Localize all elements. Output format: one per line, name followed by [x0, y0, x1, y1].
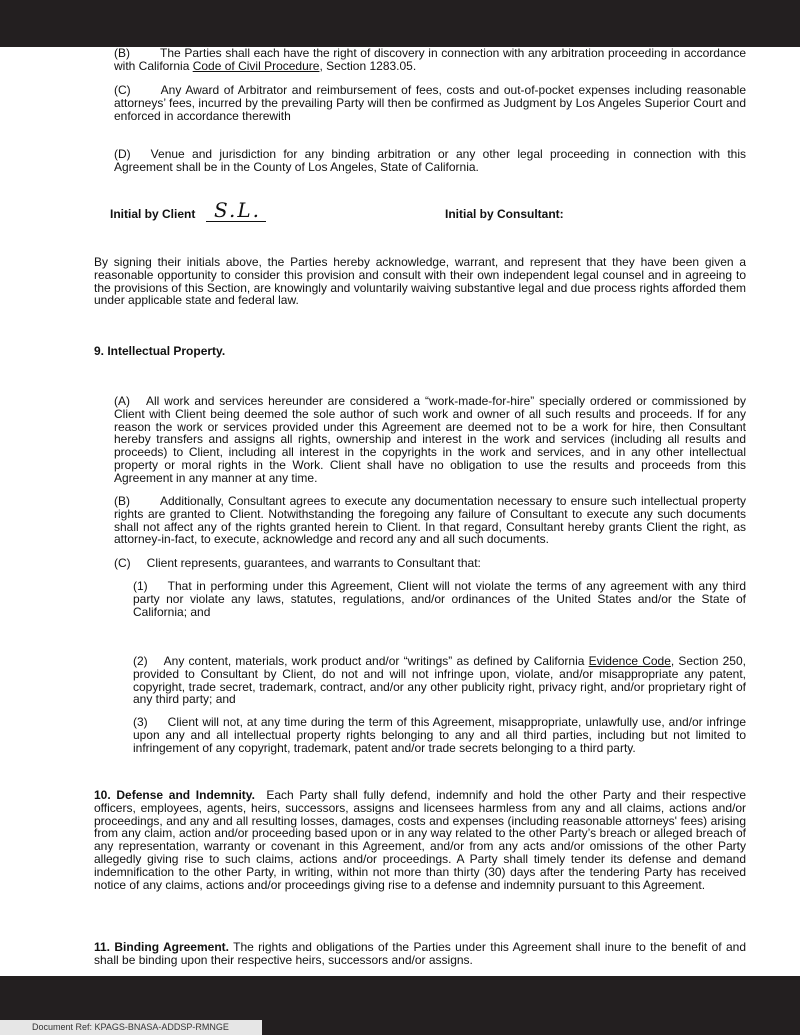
section-9-heading	[94, 345, 746, 358]
section-9c-2-text-b: , Section 250, provided to Consultant by Client, do not and will not infringe upon, violate, and/or misappropriate any patent, copyright, trade secret, trademark, contract, and/or any other publicity right, privacy right, and/or proprietary right of any third party; and	[133, 654, 746, 707]
section-11-text: The rights and obligations of the Parties under this Agreement shall inure to the benefit of and shall be binding upon their respective heirs, successors and/or assigns.	[94, 940, 746, 967]
paragraph-c-label: (C)	[114, 83, 131, 97]
initial-by-consultant-label: Initial by Consultant:	[445, 207, 564, 221]
section-11-title: 11. Binding Agreement.	[94, 940, 229, 954]
section-9c-3-text: Client will not, at any time during the term of this Agreement, misappropriate, unlawfully use, and/or infringe upon any and all intellectual property rights belonging to any and all third parties, including but not limited to infringement of any copyright, trademark, patent and/or trade secrets belonging to a third party.	[133, 715, 746, 755]
section-9c-3-label: (3)	[133, 715, 148, 729]
section-9c-1-label: (1)	[133, 579, 148, 593]
paragraph-d-label: (D)	[114, 147, 131, 161]
client-initials-signature	[206, 200, 266, 222]
paragraph-b	[114, 47, 746, 73]
section-9b-label: (B)	[114, 494, 130, 508]
code-civil-procedure: Code of Civil Procedure	[192, 58, 320, 73]
section-9c	[114, 557, 746, 570]
section-9a-label: (A)	[114, 394, 130, 408]
section-11	[94, 941, 746, 967]
section-9c-label: (C)	[114, 556, 131, 570]
paragraph-b-text-a: The Parties shall each have the right of discovery in connection with any arbitration proceeding in accordance with California	[114, 46, 746, 73]
section-9b-text: Additionally, Consultant agrees to execute any documentation necessary to ensure such intellectual property rights are granted to Client. Notwithstanding the foregoing any failure of Consultant to execute any such documents shall not affect any of the rights granted herein to Client. In that regard, Consultant hereby grants Client the right, as attorney-in-fact, to execute, acknowledge and record any and all such documents.	[114, 494, 746, 547]
section-9c-2-text-a: Any content, materials, work product and/or “writings” as defined by California	[163, 654, 589, 668]
section-10	[94, 789, 746, 891]
client-initials-text: S.L.	[214, 198, 261, 222]
section-9c-2-label: (2)	[133, 654, 148, 668]
paragraph-c-text: Any Award of Arbitrator and reimbursement of fees, costs and out-of-pocket expenses including reasonable attorneys’ fees, incurred by the prevailing Party will then be confirmed as Judgment by Los Angeles Superior Court and enforced in accordance therewith	[114, 83, 746, 123]
paragraph-c	[114, 84, 746, 122]
paragraph-d-text: Venue and jurisdiction for any binding arbitration or any other legal proceeding in connection with this Agreement shall be in the County of Los Angeles, State of California.	[114, 147, 746, 174]
initial-by-client-label: Initial by Client	[110, 207, 196, 221]
paragraph-b-label: (B)	[114, 46, 130, 60]
paragraph-b-text-b: , Section 1283.05.	[319, 58, 417, 73]
section-9-title: 9. Intellectual Property.	[94, 344, 226, 358]
section-10-text: Each Party shall fully defend, indemnify and hold the other Party and their respective officers, employees, agents, heirs, successors, assigns and licensees harmless from any and all claims, actions and/or proceedings, and any and all resulting losses, damages, costs and expenses (including reasonable attorneys' fees) arising from any claim, action and/or proceeding based upon or in any way related to the other Party’s breach or alleged breach of any representation, warranty or covenant in this Agreement, and/or from any acts and/or omissions of the other Party allegedly giving rise to such claims, actions and/or proceedings. A Party shall timely tender its defense and demand indemnification to the other Party, in writing, within not more than thirty (30) days after the tendering Party has received notice of any claims, actions and/or proceedings giving rise to a defense and indemnity pursuant to this Agreement.	[94, 788, 747, 892]
acknowledgement-paragraph: By signing their initials above, the Parties hereby acknowledge, warrant, and represent that they have been given a reasonable opportunity to consider this provision and consult with their own independent legal counsel and in agreeing to the provisions of this Section, are knowingly and voluntarily waiving substantive legal and due process rights afforded them under applicable state and federal law.	[94, 255, 746, 308]
section-9c-1-text: That in performing under this Agreement, Client will not violate the terms of any agreement with any third party nor violate any laws, statutes, regulations, and/or ordinances of the United States and/or the State of California; and	[133, 579, 746, 619]
section-10-title: 10. Defense and Indemnity.	[94, 788, 255, 802]
section-9c-3	[133, 716, 746, 754]
evidence-code: Evidence Code	[588, 654, 671, 668]
section-9a	[114, 395, 746, 485]
section-9c-1	[133, 580, 746, 618]
section-9b	[114, 495, 746, 546]
document-ref: Document Ref: KPAGS-BNASA-ADDSP-RMNGE	[0, 1020, 262, 1035]
paragraph-d	[114, 148, 746, 174]
section-9c-text: Client represents, guarantees, and warrants to Consultant that:	[146, 556, 481, 570]
section-9c-2	[133, 655, 746, 706]
section-9a-text: All work and services hereunder are considered a “work-made-for-hire” specially ordered or commissioned by Client with Client being deemed the sole author of such work and owner of all such results and proceeds. If for any reason the work or services provided under this Agreement are deemed not to be a work for hire, then Consultant hereby transfers and assigns all rights, ownership and interest in the work and services (including all results and proceeds) to Client, including all interest in the copyrights in the work and services, and in any other intellectual property or moral rights in the Work. Client shall have no obligation to use the results and proceeds from this Agreement in any manner at any time.	[114, 394, 746, 485]
